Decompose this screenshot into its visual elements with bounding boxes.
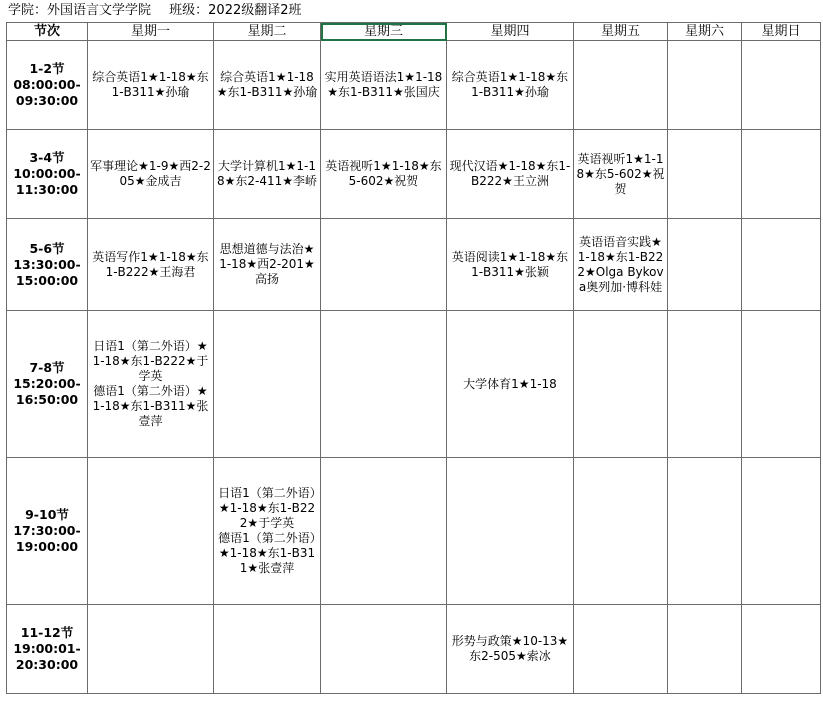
- course-entry: 德语1（第二外语）★1-18★东1-B311★张壹萍: [92, 384, 209, 428]
- course-cell-thursday[interactable]: 综合英语1★1-18★东1-B311★孙瑜: [447, 41, 574, 130]
- table-row: [7, 311, 821, 458]
- column-header-wednesday[interactable]: 星期三: [321, 23, 447, 41]
- course-cell-thursday[interactable]: 现代汉语★1-18★东1-B222★王立洲: [447, 130, 574, 219]
- period-cell[interactable]: [7, 311, 88, 458]
- course-cell-monday[interactable]: 综合英语1★1-18★东1-B311★孙瑜: [88, 41, 214, 130]
- column-header-monday[interactable]: 星期一: [88, 23, 214, 41]
- course-cell-sunday[interactable]: [742, 41, 821, 130]
- period-label: 3-4节: [29, 150, 65, 165]
- column-header-sunday[interactable]: 星期日: [742, 23, 821, 41]
- course-cell-sunday[interactable]: [742, 458, 821, 605]
- course-cell-thursday[interactable]: 英语阅读1★1-18★东1-B311★张颖: [447, 219, 574, 311]
- course-cell-saturday[interactable]: [668, 605, 742, 694]
- course-cell-friday[interactable]: [574, 311, 668, 458]
- column-header-saturday[interactable]: 星期六: [668, 23, 742, 41]
- course-cell-monday[interactable]: 英语写作1★1-18★东1-B222★王海君: [88, 219, 214, 311]
- course-cell-monday[interactable]: [88, 458, 214, 605]
- course-cell-saturday[interactable]: [668, 130, 742, 219]
- column-header-thursday[interactable]: 星期四: [447, 23, 574, 41]
- course-cell-friday[interactable]: 英语视听1★1-18★东5-602★祝贺: [574, 130, 668, 219]
- period-start-time: 08:00:00-: [13, 77, 81, 92]
- period-label: 5-6节: [29, 240, 65, 256]
- course-cell-thursday[interactable]: 形势与政策★10-13★东2-505★索冰: [447, 605, 574, 694]
- table-row: [7, 41, 821, 130]
- course-cell-friday[interactable]: [574, 605, 668, 694]
- period-end-time: 20:30:00: [15, 657, 79, 672]
- period-start-time: 17:30:00-: [13, 523, 81, 538]
- course-cell-friday[interactable]: 英语语音实践★1-18★东1-B222★Olga Bykova奥列加·博科娃: [574, 219, 668, 311]
- course-cell-wednesday[interactable]: 英语视听1★1-18★东5-602★祝贺: [321, 130, 447, 219]
- course-cell-wednesday[interactable]: [321, 458, 447, 605]
- period-start-time: 13:30:00-: [13, 256, 81, 272]
- course-cell-wednesday[interactable]: [321, 219, 447, 311]
- period-end-time: 16:50:00: [15, 392, 79, 407]
- table-row: [7, 605, 821, 694]
- course-cell-friday[interactable]: [574, 41, 668, 130]
- column-header-tuesday[interactable]: 星期二: [214, 23, 321, 41]
- course-entry: 日语1（第二外语）★1-18★东1-B222★于学英: [218, 486, 316, 530]
- table-row: [7, 130, 821, 219]
- column-header-friday[interactable]: 星期五: [574, 23, 668, 41]
- course-cell-saturday[interactable]: [668, 311, 742, 458]
- period-label: 9-10节: [25, 507, 69, 522]
- period-label: 1-2节: [29, 61, 65, 76]
- period-start-time: 10:00:00-: [13, 166, 81, 181]
- class-label: 班级：2022级翻译2班: [169, 3, 302, 18]
- period-label: 11-12节: [20, 625, 74, 640]
- course-cell-saturday[interactable]: [668, 458, 742, 605]
- period-cell[interactable]: [7, 130, 88, 219]
- course-entry: 德语1（第二外语）★1-18★东1-B311★张壹萍: [218, 531, 316, 575]
- course-cell-thursday[interactable]: 大学体育1★1-18: [447, 311, 574, 458]
- course-cell-sunday[interactable]: [742, 311, 821, 458]
- period-cell[interactable]: [7, 458, 88, 605]
- course-cell-monday[interactable]: 军事理论★1-9★西2-205★金成吉: [88, 130, 214, 219]
- period-end-time: 09:30:00: [15, 93, 79, 108]
- course-cell-monday[interactable]: [88, 605, 214, 694]
- course-cell-friday[interactable]: [574, 458, 668, 605]
- course-cell-tuesday[interactable]: [214, 458, 321, 605]
- period-end-time: 15:00:00: [15, 272, 79, 288]
- course-cell-monday[interactable]: [88, 311, 214, 458]
- course-cell-thursday[interactable]: [447, 458, 574, 605]
- period-cell[interactable]: [7, 41, 88, 130]
- period-end-time: 11:30:00: [15, 182, 79, 197]
- course-cell-tuesday[interactable]: 思想道德与法治★1-18★西2-201★高扬: [214, 219, 321, 311]
- period-cell[interactable]: [7, 219, 88, 311]
- course-cell-saturday[interactable]: [668, 41, 742, 130]
- course-cell-sunday[interactable]: [742, 605, 821, 694]
- course-cell-tuesday[interactable]: [214, 605, 321, 694]
- course-cell-saturday[interactable]: [668, 219, 742, 311]
- school-label: 学院：外国语言文学学院: [8, 3, 152, 18]
- course-cell-sunday[interactable]: [742, 219, 821, 311]
- course-cell-tuesday[interactable]: 综合英语1★1-18★东1-B311★孙瑜: [214, 41, 321, 130]
- column-header-period[interactable]: 节次: [7, 23, 88, 41]
- course-cell-wednesday[interactable]: [321, 311, 447, 458]
- period-start-time: 19:00:01-: [13, 641, 81, 656]
- period-label: 7-8节: [29, 360, 65, 375]
- course-cell-tuesday[interactable]: 大学计算机1★1-18★东2-411★李峤: [214, 130, 321, 219]
- sheet-title-row: [0, 0, 823, 22]
- table-row: [7, 458, 821, 605]
- period-cell[interactable]: [7, 605, 88, 694]
- timetable: [6, 22, 821, 694]
- header-row: [7, 23, 821, 41]
- period-start-time: 15:20:00-: [13, 376, 81, 391]
- table-row: [7, 219, 821, 311]
- course-cell-tuesday[interactable]: [214, 311, 321, 458]
- course-entry: 日语1（第二外语）★1-18★东1-B222★于学英: [92, 339, 209, 383]
- course-cell-wednesday[interactable]: 实用英语语法1★1-18★东1-B311★张国庆: [321, 41, 447, 130]
- course-cell-sunday[interactable]: [742, 130, 821, 219]
- course-cell-wednesday[interactable]: [321, 605, 447, 694]
- period-end-time: 19:00:00: [15, 539, 79, 554]
